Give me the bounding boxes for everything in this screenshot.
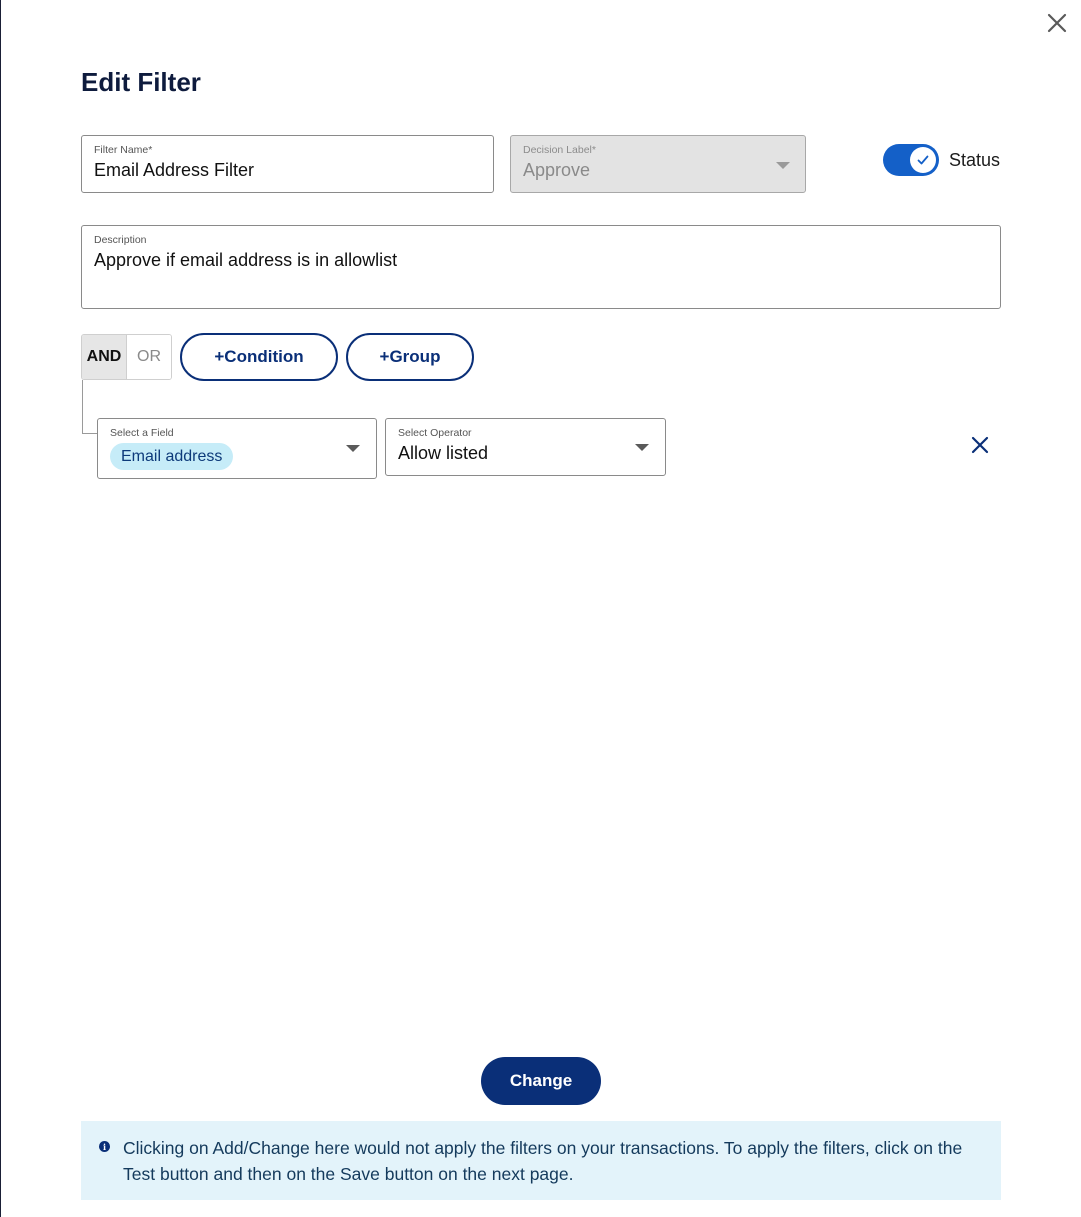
chevron-down-icon: [776, 162, 790, 169]
change-button[interactable]: Change: [481, 1057, 601, 1105]
filter-name-label: Filter Name*: [94, 144, 153, 156]
close-icon[interactable]: [1044, 10, 1070, 36]
chevron-down-icon: [346, 445, 360, 452]
chevron-down-icon: [635, 444, 649, 451]
select-operator-dropdown[interactable]: [385, 418, 666, 476]
info-icon: i: [99, 1141, 110, 1152]
left-border: [0, 0, 1, 1217]
decision-label-select: [510, 135, 806, 193]
tree-connector: [82, 380, 97, 434]
select-field-label: Select a Field: [110, 427, 174, 439]
status-toggle[interactable]: [883, 144, 939, 176]
select-field-dropdown[interactable]: [97, 418, 377, 479]
decision-label-label: Decision Label*: [523, 144, 596, 156]
and-option[interactable]: AND: [82, 335, 127, 379]
toggle-knob: [910, 147, 936, 173]
select-operator-label: Select Operator: [398, 427, 472, 439]
and-or-switch: [81, 334, 172, 380]
filter-name-value: Email Address Filter: [94, 160, 255, 180]
remove-condition-icon[interactable]: [968, 433, 992, 457]
add-condition-button[interactable]: +Condition: [180, 333, 338, 381]
field-chip: Email address: [110, 443, 233, 470]
description-label: Description: [94, 234, 147, 246]
or-option[interactable]: OR: [127, 335, 171, 379]
info-text: Clicking on Add/Change here would not apply the filters on your transactions. To apply the filters, click on the Test button and then on the Save button on the next page.: [123, 1138, 963, 1184]
checkmark-icon: [916, 153, 930, 167]
decision-label-value: Approve: [523, 160, 591, 180]
page-title: Edit Filter: [81, 67, 201, 97]
info-banner: [81, 1121, 1001, 1200]
add-group-button[interactable]: +Group: [346, 333, 474, 381]
status-label: Status: [949, 150, 1001, 170]
select-operator-value: Allow listed: [398, 443, 489, 463]
description-field[interactable]: [81, 225, 1001, 309]
filter-name-field[interactable]: [81, 135, 494, 193]
description-value: Approve if email address is in allowlist: [94, 250, 398, 270]
